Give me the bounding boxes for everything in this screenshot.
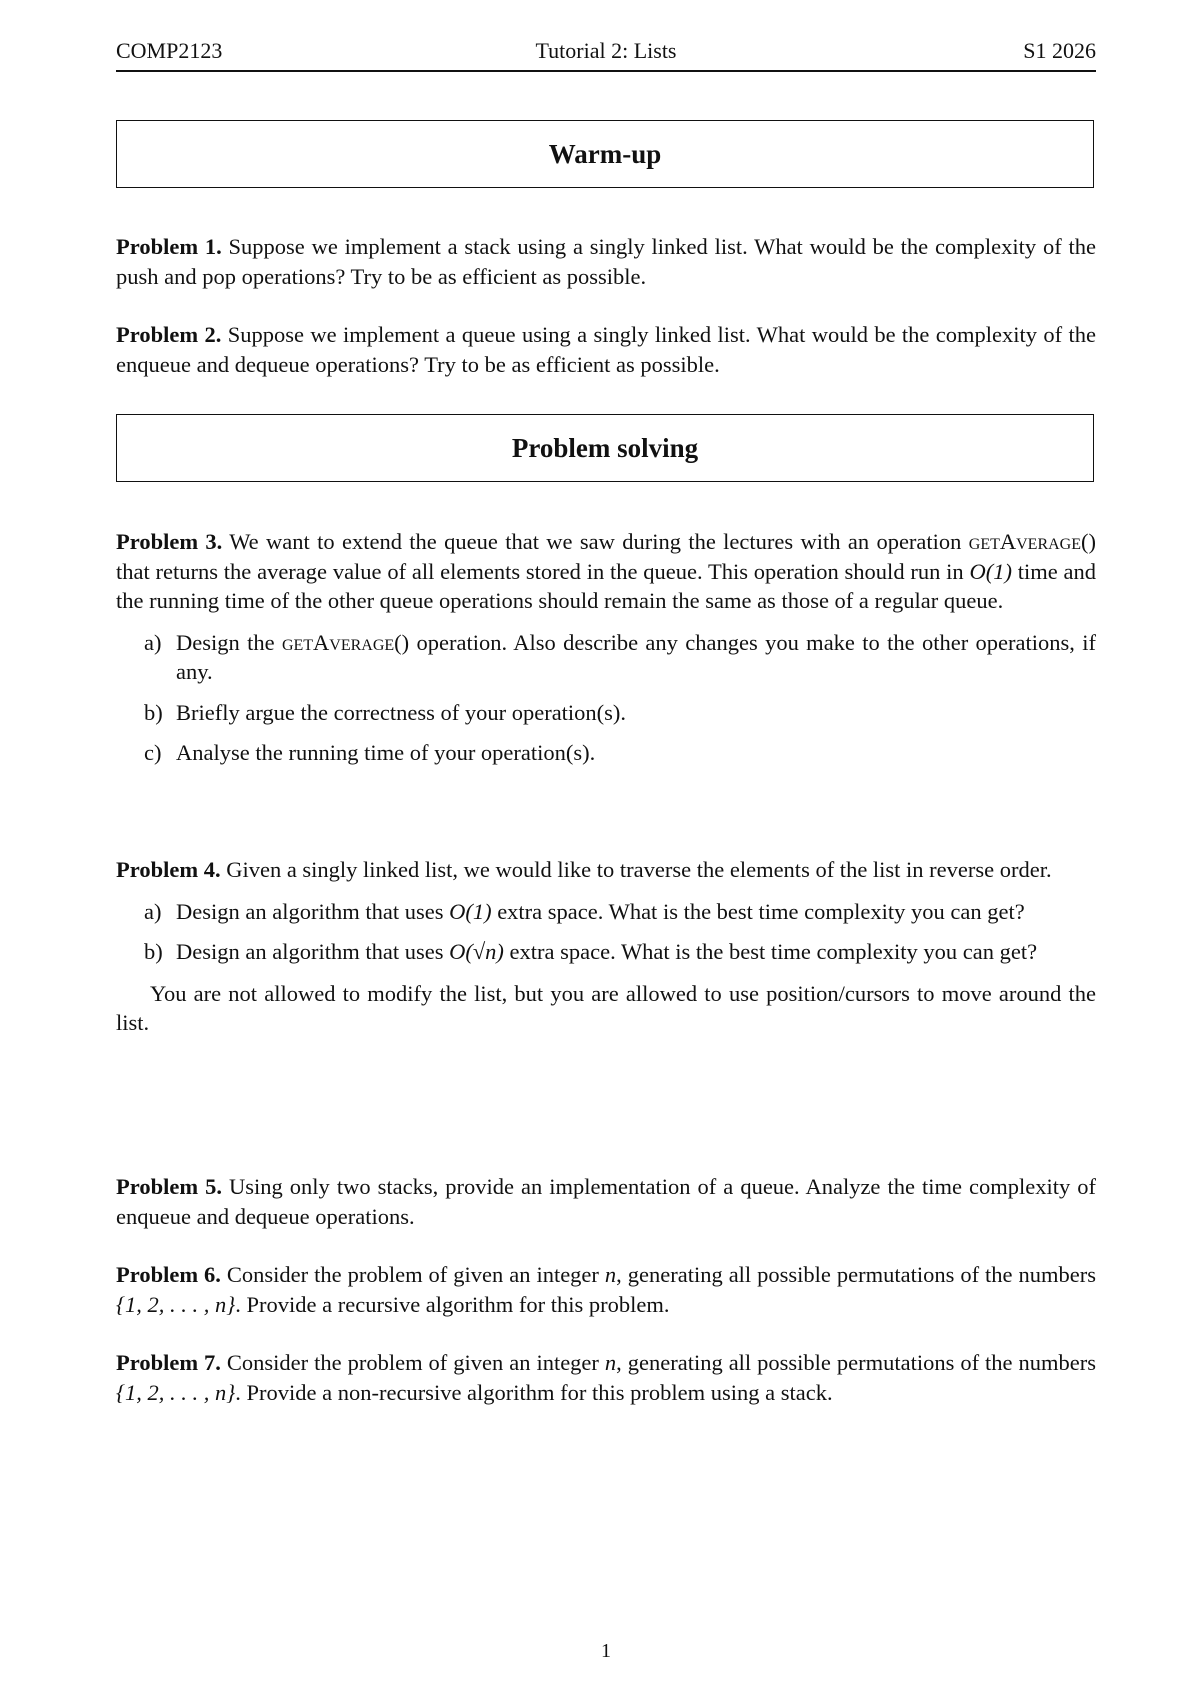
problem-3-label: Problem 3. — [116, 529, 223, 554]
problem-3-subitems — [116, 628, 1096, 768]
section-heading-warmup: Warm-up — [116, 120, 1094, 188]
item-marker: a) — [144, 898, 162, 924]
complexity-o1: O(1) — [969, 558, 1012, 584]
page-number: 1 — [601, 1640, 611, 1662]
document-page — [116, 0, 1096, 1696]
list-item: b) Briefly argue the correctness of your operation(s). — [116, 698, 1096, 728]
problem-1-text: Suppose we implement a stack using a singly linked list. What would be the complexity of the push and pop operations? Try to be as efficient as possible. — [116, 234, 1096, 289]
problem-3-text-1: We want to extend the queue that we saw during the lectures with an operation — [229, 529, 962, 554]
list-item: b) Design an algorithm that uses O(√n) extra space. What is the best time complexity you can get? — [116, 937, 1096, 967]
problem-2 — [116, 320, 1096, 379]
getaverage-operation: getAverage() — [281, 629, 410, 655]
item-marker: a) — [144, 629, 162, 655]
problem-1 — [116, 232, 1096, 291]
problem-7-label: Problem 7. — [116, 1350, 221, 1375]
problem-4-subitems — [116, 897, 1096, 967]
problem-4-label: Problem 4. — [116, 857, 221, 882]
problem-3 — [116, 527, 1096, 779]
problem-5-label: Problem 5. — [116, 1174, 222, 1199]
problem-2-label: Problem 2. — [116, 322, 222, 347]
getaverage-operation: getAverage() — [968, 529, 1096, 554]
item-marker: c) — [144, 740, 162, 765]
problem-6-label: Problem 6. — [116, 1262, 221, 1287]
list-item: a) Design an algorithm that uses O(1) extra space. What is the best time complexity you can get? — [116, 897, 1096, 927]
problem-3-text-3: time and the running time of the other queue operations should remain the same as those of a regular queue. — [116, 558, 1097, 613]
tutorial-title: Tutorial 2: Lists — [535, 38, 677, 63]
problem-3-text-2: that returns the average value of all elements stored in the queue. This operation should run in — [116, 558, 964, 584]
semester-label: S1 2026 — [1023, 38, 1096, 63]
list-item: a) Design the getAverage() operation. Also describe any changes you make to the other operations, if any. — [144, 629, 1097, 684]
problem-4-text: Given a singly linked list, we would like to traverse the elements of the list in reverse order. — [226, 857, 1052, 882]
problem-6: Problem 6. Consider the problem of given an integer n, generating all possible permutations of the numbers {1, 2, . . . , n}. Provide a recursive algorithm for this problem. — [116, 1262, 1097, 1317]
problem-1-label: Problem 1. — [116, 234, 222, 259]
section-heading-problem-solving: Problem solving — [116, 414, 1094, 482]
problem-2-text: Suppose we implement a queue using a singly linked list. What would be the complexity of the enqueue and dequeue operations? Try to be as efficient as possible. — [116, 322, 1096, 377]
problem-4-note: You are not allowed to modify the list, but you are allowed to use position/cursors to move around the list. — [116, 980, 1096, 1035]
problem-5-text: Using only two stacks, provide an implementation of a queue. Analyze the time complexity of enqueue and dequeue operations. — [116, 1174, 1096, 1229]
item-marker: b) — [144, 699, 163, 725]
course-code: COMP2123 — [116, 38, 223, 63]
problem-5 — [116, 1172, 1096, 1231]
problem-7: Problem 7. Consider the problem of given an integer n, generating all possible permutations of the numbers {1, 2, . . . , n}. Provide a non-recursive algorithm for this problem using a stack. — [116, 1350, 1097, 1405]
list-item: c) Analyse the running time of your operation(s). — [116, 738, 1096, 768]
problem-4 — [116, 855, 1096, 1038]
running-header — [116, 40, 1096, 72]
item-marker: b) — [144, 939, 163, 964]
